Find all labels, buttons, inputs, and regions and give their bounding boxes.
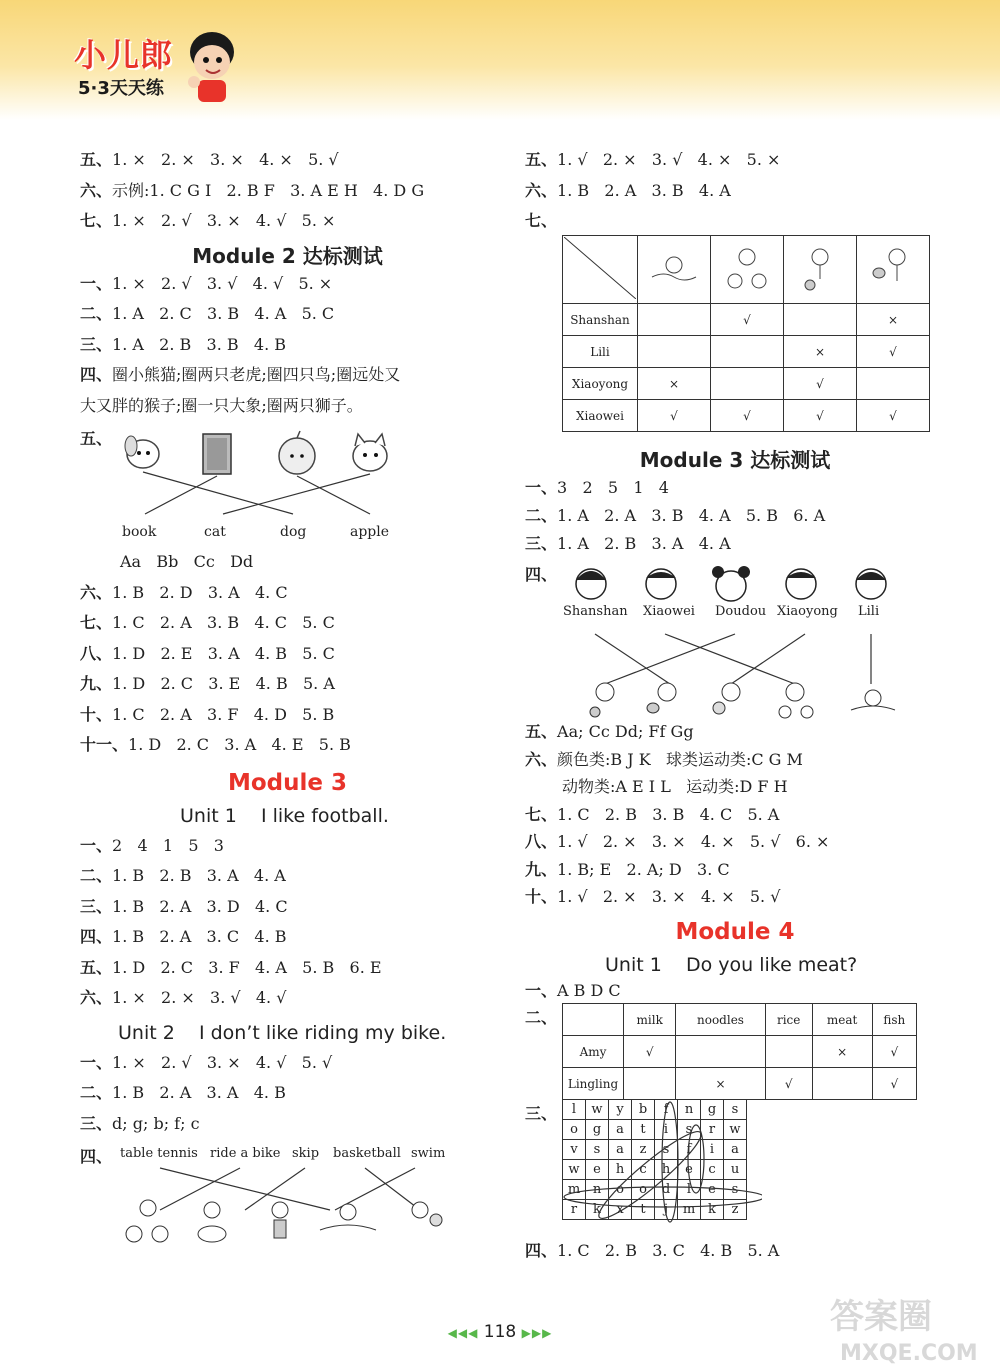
word-table-tennis: table tennis: [120, 1146, 198, 1161]
grid-cell: l: [563, 1100, 586, 1120]
word-cat: cat: [204, 524, 226, 540]
grid-cell: b: [632, 1100, 655, 1120]
grid-cell: s: [655, 1140, 678, 1160]
module3-heading: Module 3: [227, 769, 348, 796]
grid-cell: c: [632, 1160, 655, 1180]
answer-line: 二、1. B 2. B 3. A 4. A: [80, 866, 286, 885]
grid-cell: s: [724, 1180, 747, 1200]
table-header-row: milk noodles rice meat fish: [563, 1004, 917, 1036]
grid-cell: t: [632, 1120, 655, 1140]
grid-cell: a: [609, 1140, 632, 1160]
grid-cell: e: [586, 1160, 609, 1180]
kid-face-doudou-icon: [712, 566, 750, 601]
name-lili: Lili: [858, 604, 880, 619]
q5-letters: Aa Bb Cc Dd: [120, 552, 254, 571]
grid-cell: a: [609, 1120, 632, 1140]
match-pictures-unit2-q4: 四、 table tennis ride a bike skip basketball swim: [80, 1144, 495, 1244]
grid-row: [563, 1140, 747, 1160]
answer-line: 大又胖的猴子;圈一只大象;圈两只狮子。: [80, 395, 363, 415]
name-shanshan: Shanshan: [563, 604, 628, 619]
grid-cell: l: [678, 1180, 701, 1200]
grid-cell: k: [586, 1200, 609, 1220]
grid-cell: s: [586, 1140, 609, 1160]
girl-riding-bike-icon: [126, 1200, 168, 1242]
grid-cell: f: [678, 1140, 701, 1160]
arrow-left-icon: ◀◀◀: [447, 1326, 479, 1340]
kid-swimming-icon: [851, 690, 895, 710]
grid-cell: i: [701, 1140, 724, 1160]
kid-table-tennis-icon: [647, 683, 676, 713]
answer-line: 七、: [525, 211, 558, 230]
answer-line: 十、1. √ 2. × 3. × 4. × 5. √: [525, 887, 781, 906]
svg-text:答案圈: 答案圈: [830, 1297, 932, 1337]
module2-answers-b: [80, 583, 495, 756]
diagonal-header-cell: [563, 236, 638, 304]
unit1-heading-m4: Unit 1 Do you like meat?: [605, 954, 858, 976]
food-table: [562, 1003, 917, 1100]
name-xiaowei: Xiaowei: [643, 604, 695, 619]
answer-line: 九、1. D 2. C 3. E 4. B 5. A: [80, 674, 335, 693]
left-top-answers: [80, 150, 495, 231]
unit1-answers: [80, 836, 495, 1009]
football-picture-icon: [784, 236, 857, 304]
grid-cell: r: [563, 1200, 586, 1220]
answer-line: 动物类:A E I L 运动类:D F H: [562, 777, 788, 796]
answer-line: 一、2 4 1 5 3: [80, 835, 224, 855]
kid-face-shanshan-icon: [576, 569, 606, 599]
girl-basketball-icon: [412, 1202, 442, 1226]
match-pictures-q5: 五、: [80, 426, 495, 524]
answer-line: 四、1. B 2. A 3. C 4. B: [80, 927, 287, 946]
answer-line: 十一、1. D 2. C 3. A 4. E 5. B: [80, 735, 351, 754]
grid-cell: h: [655, 1160, 678, 1180]
answer-line: 一、A B D C: [525, 981, 621, 1000]
grid-row: [563, 1160, 747, 1180]
svg-text:MXQE.COM: MXQE.COM: [840, 1341, 978, 1366]
grid-cell: v: [563, 1140, 586, 1160]
kid-football-icon: [590, 683, 614, 717]
girl-swimming-icon: [320, 1204, 376, 1230]
answer-line: 三、1. A 2. B 3. B 4. B: [80, 334, 287, 354]
answer-line: 五、Aa; Cc Dd; Ff Gg: [525, 722, 694, 741]
page-number-label: 118: [483, 1322, 517, 1342]
answer-line: 七、1. C 2. A 3. B 4. C 5. C: [80, 613, 335, 632]
answer-line: 六、示例:1. C G I 2. B F 3. A E H 4. D G: [80, 180, 425, 200]
answer-line: 六、1. B 2. A 3. B 4. A: [525, 180, 731, 200]
grid-cell: y: [609, 1100, 632, 1120]
word-dog: dog: [280, 524, 307, 540]
grid-cell: k: [701, 1200, 724, 1220]
grid-cell: w: [724, 1120, 747, 1140]
food-table-block: 二、 milk noodles rice meat fish Amy √ × √ Lingling × √ √: [525, 1003, 945, 1099]
answer-line: 八、1. √ 2. × 3. × 4. × 5. √ 6. ×: [525, 832, 830, 851]
answer-line: 六、1. B 2. D 3. A 4. C: [80, 582, 288, 602]
table-row: Lingling × √ √: [563, 1068, 917, 1100]
grid-cell: n: [678, 1100, 701, 1120]
girl-table-tennis-icon: [272, 1202, 288, 1238]
book-picture-icon: [203, 434, 231, 474]
grid-cell: w: [586, 1100, 609, 1120]
grid-cell: o: [563, 1120, 586, 1140]
answer-line: 三、1. B 2. A 3. D 4. C: [80, 896, 288, 916]
module4-heading: Module 4: [675, 919, 795, 945]
answer-line: 九、1. B; E 2. A; D 3. C: [525, 859, 730, 879]
grid-cell: o: [632, 1180, 655, 1200]
right-column: [525, 150, 945, 1272]
match-pictures-m3-q4: 四、 Shanshan Xiaowei Doudou Xiaoyong Lili: [525, 562, 945, 722]
answer-line: 七、1. × 2. √ 3. × 4. √ 5. ×: [80, 211, 336, 230]
grid-row: [563, 1200, 747, 1220]
grid-cell: s: [724, 1100, 747, 1120]
answer-line: 二、1. A 2. C 3. B 4. A 5. C: [80, 304, 335, 323]
unit2-match-diagram: [120, 1164, 480, 1244]
module2-test-heading: Module 2 达标测试: [192, 243, 383, 268]
boy-mascot-icon: [182, 30, 242, 105]
brand-title: 小儿郎: [74, 36, 174, 74]
watermark-logo: [820, 1290, 995, 1368]
answer-line: 二、1. A 2. A 3. B 4. A 5. B 6. A: [525, 506, 826, 525]
table-row: Xiaowei √ √ √ √: [563, 400, 930, 432]
table-tennis-picture-icon: [857, 236, 930, 304]
kid-face-xiaowei-icon: [646, 569, 676, 599]
apple-picture-icon: [279, 431, 315, 474]
dog-picture-icon: [125, 436, 159, 468]
answer-line: 二、1. B 2. A 3. A 4. B: [80, 1083, 286, 1102]
brand-logo: [74, 30, 244, 110]
cat-picture-icon: [353, 434, 387, 471]
grid-cell: z: [632, 1140, 655, 1160]
grid-cell: e: [701, 1180, 724, 1200]
grid-cell: z: [724, 1200, 747, 1220]
kid-bike-icon: [779, 683, 813, 718]
brand-subtitle: 5·3天天练: [78, 78, 164, 99]
grid-cell: i: [655, 1120, 678, 1140]
answer-line: 七、1. C 2. B 3. B 4. C 5. A: [525, 804, 780, 824]
answer-line: 一、3 2 5 1 4: [525, 478, 669, 497]
word-search-grid: [562, 1099, 747, 1220]
module3-answers-b: [525, 722, 945, 907]
answer-line: 一、1. × 2. √ 3. √ 4. √ 5. ×: [80, 273, 333, 293]
name-xiaoyong: Xiaoyong: [777, 604, 838, 619]
answer-line: 八、1. D 2. E 3. A 4. B 5. C: [80, 643, 335, 663]
answer-line: 五、1. D 2. C 3. F 4. A 5. B 6. E: [80, 957, 382, 977]
answer-line: 三、1. A 2. B 3. A 4. A: [525, 534, 731, 553]
grid-row: [563, 1100, 747, 1120]
answer-line: 六、1. × 2. × 3. √ 4. √: [80, 988, 287, 1007]
name-doudou: Doudou: [715, 604, 767, 619]
grid-cell: d: [655, 1180, 678, 1200]
answer-line: 一、1. × 2. √ 3. × 4. √ 5. √: [80, 1052, 333, 1072]
word-search-block: 三、 l w y b f n g s o g a t i s r w v s a z s f i a w e h c h e c u m n o o d l e s r k x t j m k z: [525, 1099, 945, 1241]
word-ride-a-bike: ride a bike: [210, 1146, 281, 1161]
unit1-heading: Unit 1 I like football.: [180, 804, 389, 827]
sports-table: [562, 235, 930, 432]
table-row: Lili × √: [563, 336, 930, 368]
match-lines-diagram: [115, 426, 415, 524]
grid-cell: s: [678, 1120, 701, 1140]
table-row: Xiaoyong × √: [563, 368, 930, 400]
grid-cell: a: [724, 1140, 747, 1160]
unit2-heading: Unit 2 I don’t like riding my bike.: [118, 1021, 447, 1044]
q5-word-row: [80, 524, 495, 546]
grid-cell: m: [563, 1180, 586, 1200]
answer-line: 十、1. C 2. A 3. F 4. D 5. B: [80, 704, 335, 724]
unit2-answers: [80, 1053, 495, 1134]
swimming-picture-icon: [638, 236, 711, 304]
word-skip: skip: [292, 1146, 320, 1161]
left-column: [80, 150, 495, 1244]
answer-line: 四、圈小熊猫;圈两只老虎;圈四只鸟;圈远处又: [80, 365, 401, 384]
girl-skipping-icon: [198, 1202, 226, 1242]
answer-line: 三、d; g; b; f; c: [80, 1113, 200, 1133]
grid-cell: x: [609, 1200, 632, 1220]
word-basketball: basketball: [333, 1146, 401, 1161]
table-row: Shanshan √ ×: [563, 304, 930, 336]
grid-cell: j: [655, 1200, 678, 1220]
answer-line: 五、1. × 2. × 3. × 4. × 5. √: [80, 150, 339, 169]
kid-face-xiaoyong-icon: [786, 569, 816, 599]
answer-line: 五、1. √ 2. × 3. √ 4. × 5. ×: [525, 150, 781, 169]
grid-cell: t: [632, 1200, 655, 1220]
word-apple: apple: [350, 524, 390, 540]
grid-cell: m: [678, 1200, 701, 1220]
word-book: book: [122, 524, 157, 540]
grid-cell: f: [655, 1100, 678, 1120]
kid-face-lili-icon: [856, 569, 886, 599]
grid-cell: u: [724, 1160, 747, 1180]
grid-row: [563, 1180, 747, 1200]
grid-cell: w: [563, 1160, 586, 1180]
grid-cell: g: [586, 1120, 609, 1140]
arrow-right-icon: ▶▶▶: [521, 1326, 553, 1340]
table-header-row: [563, 236, 930, 304]
grid-row: [563, 1120, 747, 1140]
grid-cell: g: [701, 1100, 724, 1120]
answer-line: 四、1. C 2. B 3. C 4. B 5. A: [525, 1241, 780, 1260]
answer-line: 六、颜色类:B J K 球类运动类:C G M: [525, 749, 803, 769]
riding-bike-picture-icon: [711, 236, 784, 304]
table-row: Amy √ × √: [563, 1036, 917, 1068]
grid-cell: o: [609, 1180, 632, 1200]
kid-basketball-icon: [713, 683, 740, 714]
module2-answers-a: [80, 274, 495, 416]
grid-cell: r: [701, 1120, 724, 1140]
grid-cell: n: [586, 1180, 609, 1200]
grid-cell: c: [701, 1160, 724, 1180]
grid-cell: e: [678, 1160, 701, 1180]
module3-test-heading: Module 3 达标测试: [639, 448, 831, 472]
word-swim: swim: [411, 1146, 446, 1161]
grid-cell: h: [609, 1160, 632, 1180]
m3-match-diagram: [555, 562, 935, 722]
